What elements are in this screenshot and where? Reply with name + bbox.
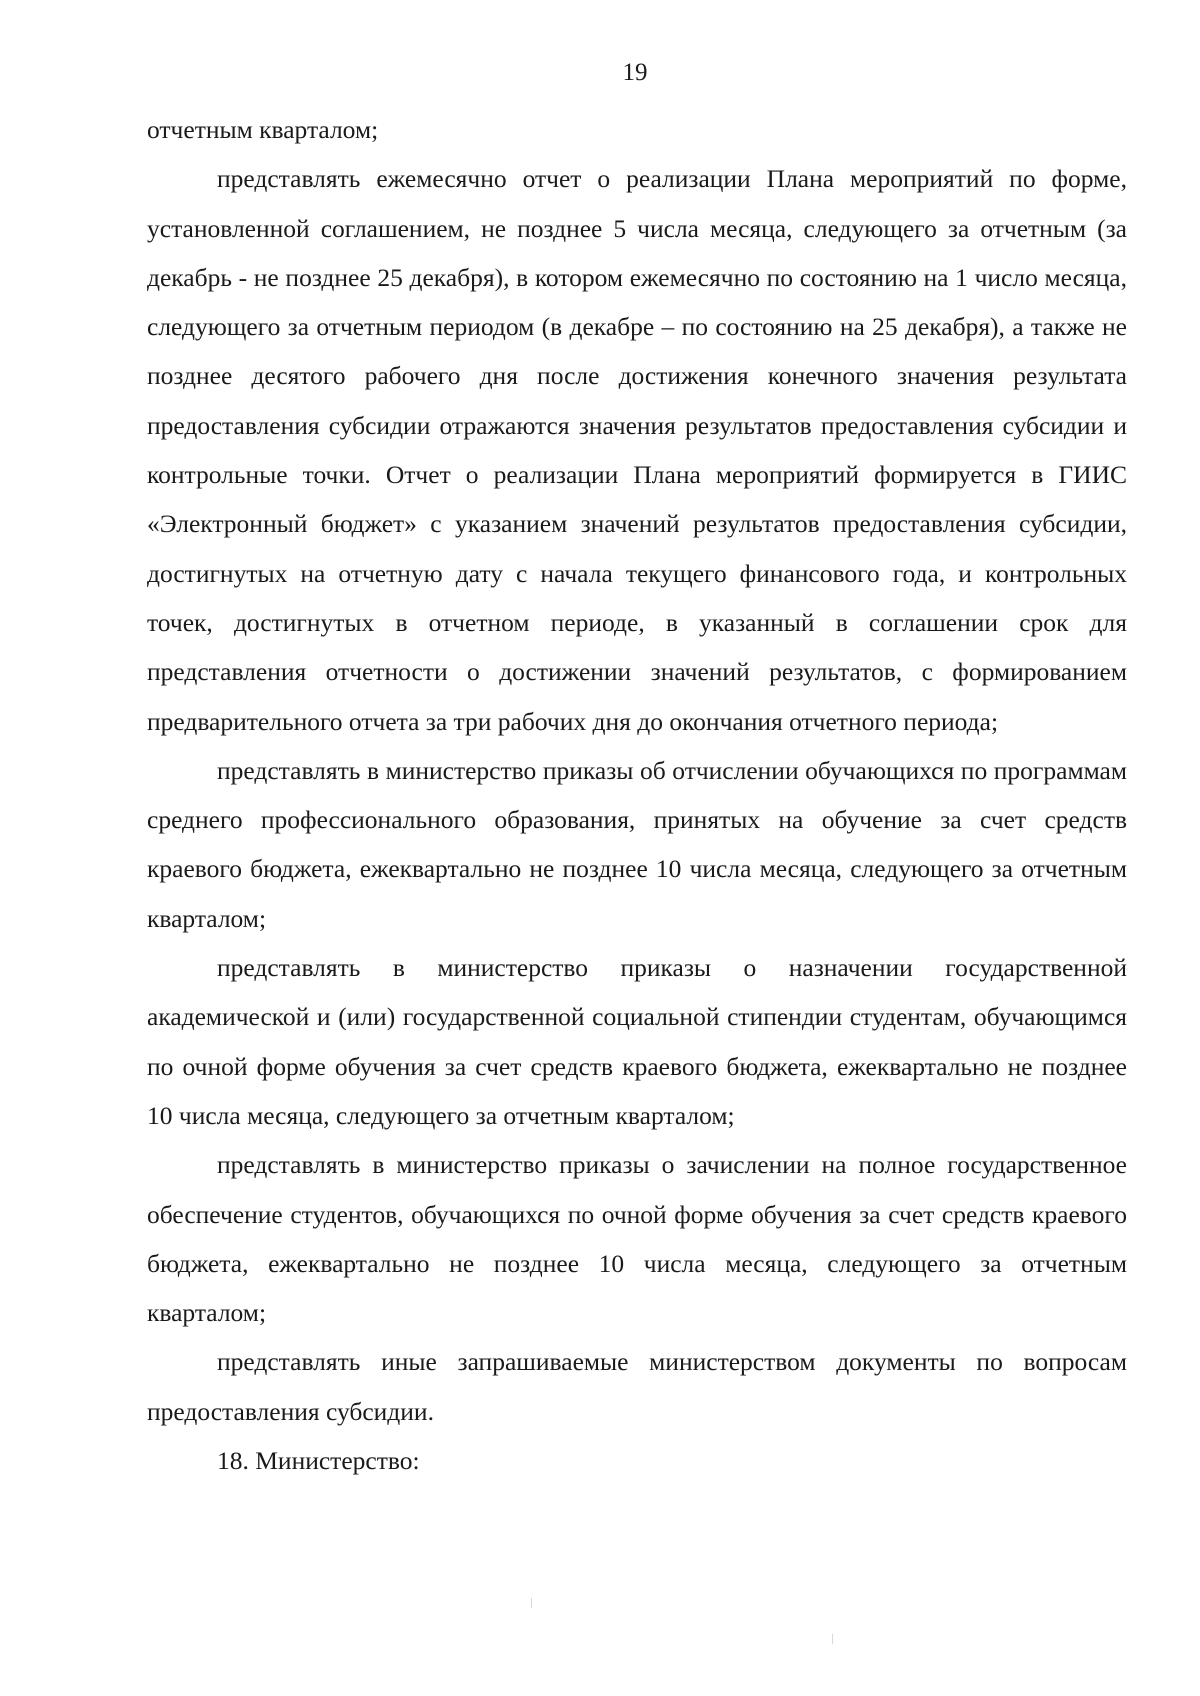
- paragraph-expulsion-orders: представлять в министерство приказы об отчислении обучающихся по программам среднего профессионального образования, принятых на обучение за счет средств краевого бюджета, ежеквартально не позднее 10 числа месяца, следующего за отчетным кварталом;: [147, 755, 1127, 933]
- scan-artifact-mark: [832, 1634, 833, 1644]
- scan-artifact-mark: [531, 1598, 532, 1608]
- document-body: [147, 105, 1127, 1485]
- page-number: 19: [622, 59, 648, 86]
- section-heading-ministry: 18. Министерство:: [217, 1446, 420, 1476]
- paragraph-monthly-report: представлять ежемесячно отчет о реализации Плана мероприятий по форме, установленной соглашением, не позднее 5 числа месяца, следующего за отчетным (за декабрь - не позднее 25 декабря), в котором ежемесячно по состоянию на 1 число месяца, следующего за отчетным периодом (в декабре – по состоянию на 25 декабря), а также не позднее десятого рабочего дня после достижения конечного значения результата предоставления субсидии отражаются значения результатов предоставления субсидии и контрольные точки. Отчет о реализации Плана мероприятий формируется в ГИИС «Электронный бюджет» с указанием значений результатов предоставления субсидии, достигнутых на отчетную дату с начала текущего финансового года, и контрольных точек, достигнутых в отчетном периоде, в указанный в соглашении срок для представления отчетности о достижении значений результатов, с формированием предварительного отчета за три рабочих дня до окончания отчетного периода;: [147, 164, 1127, 736]
- paragraph-other-documents: представлять иные запрашиваемые министерством документы по вопросам предоставления субсидии.: [147, 1347, 1127, 1426]
- paragraph-continuation: отчетным кварталом;: [147, 115, 379, 144]
- paragraph-stipend-orders: представлять в министерство приказы о назначении государственной академической и (или) государственной социальной стипендии студентам, обучающимся по очной форме обучения за счет средств краевого бюджета, ежеквартально не позднее 10 числа месяца, следующего за отчетным кварталом;: [147, 953, 1127, 1130]
- paragraph-state-support-orders: представлять в министерство приказы о зачислении на полное государственное обеспечение студентов, обучающихся по очной форме обучения за счет средств краевого бюджета, ежеквартально не позднее 10 числа месяца, следующего за отчетным кварталом;: [147, 1150, 1127, 1328]
